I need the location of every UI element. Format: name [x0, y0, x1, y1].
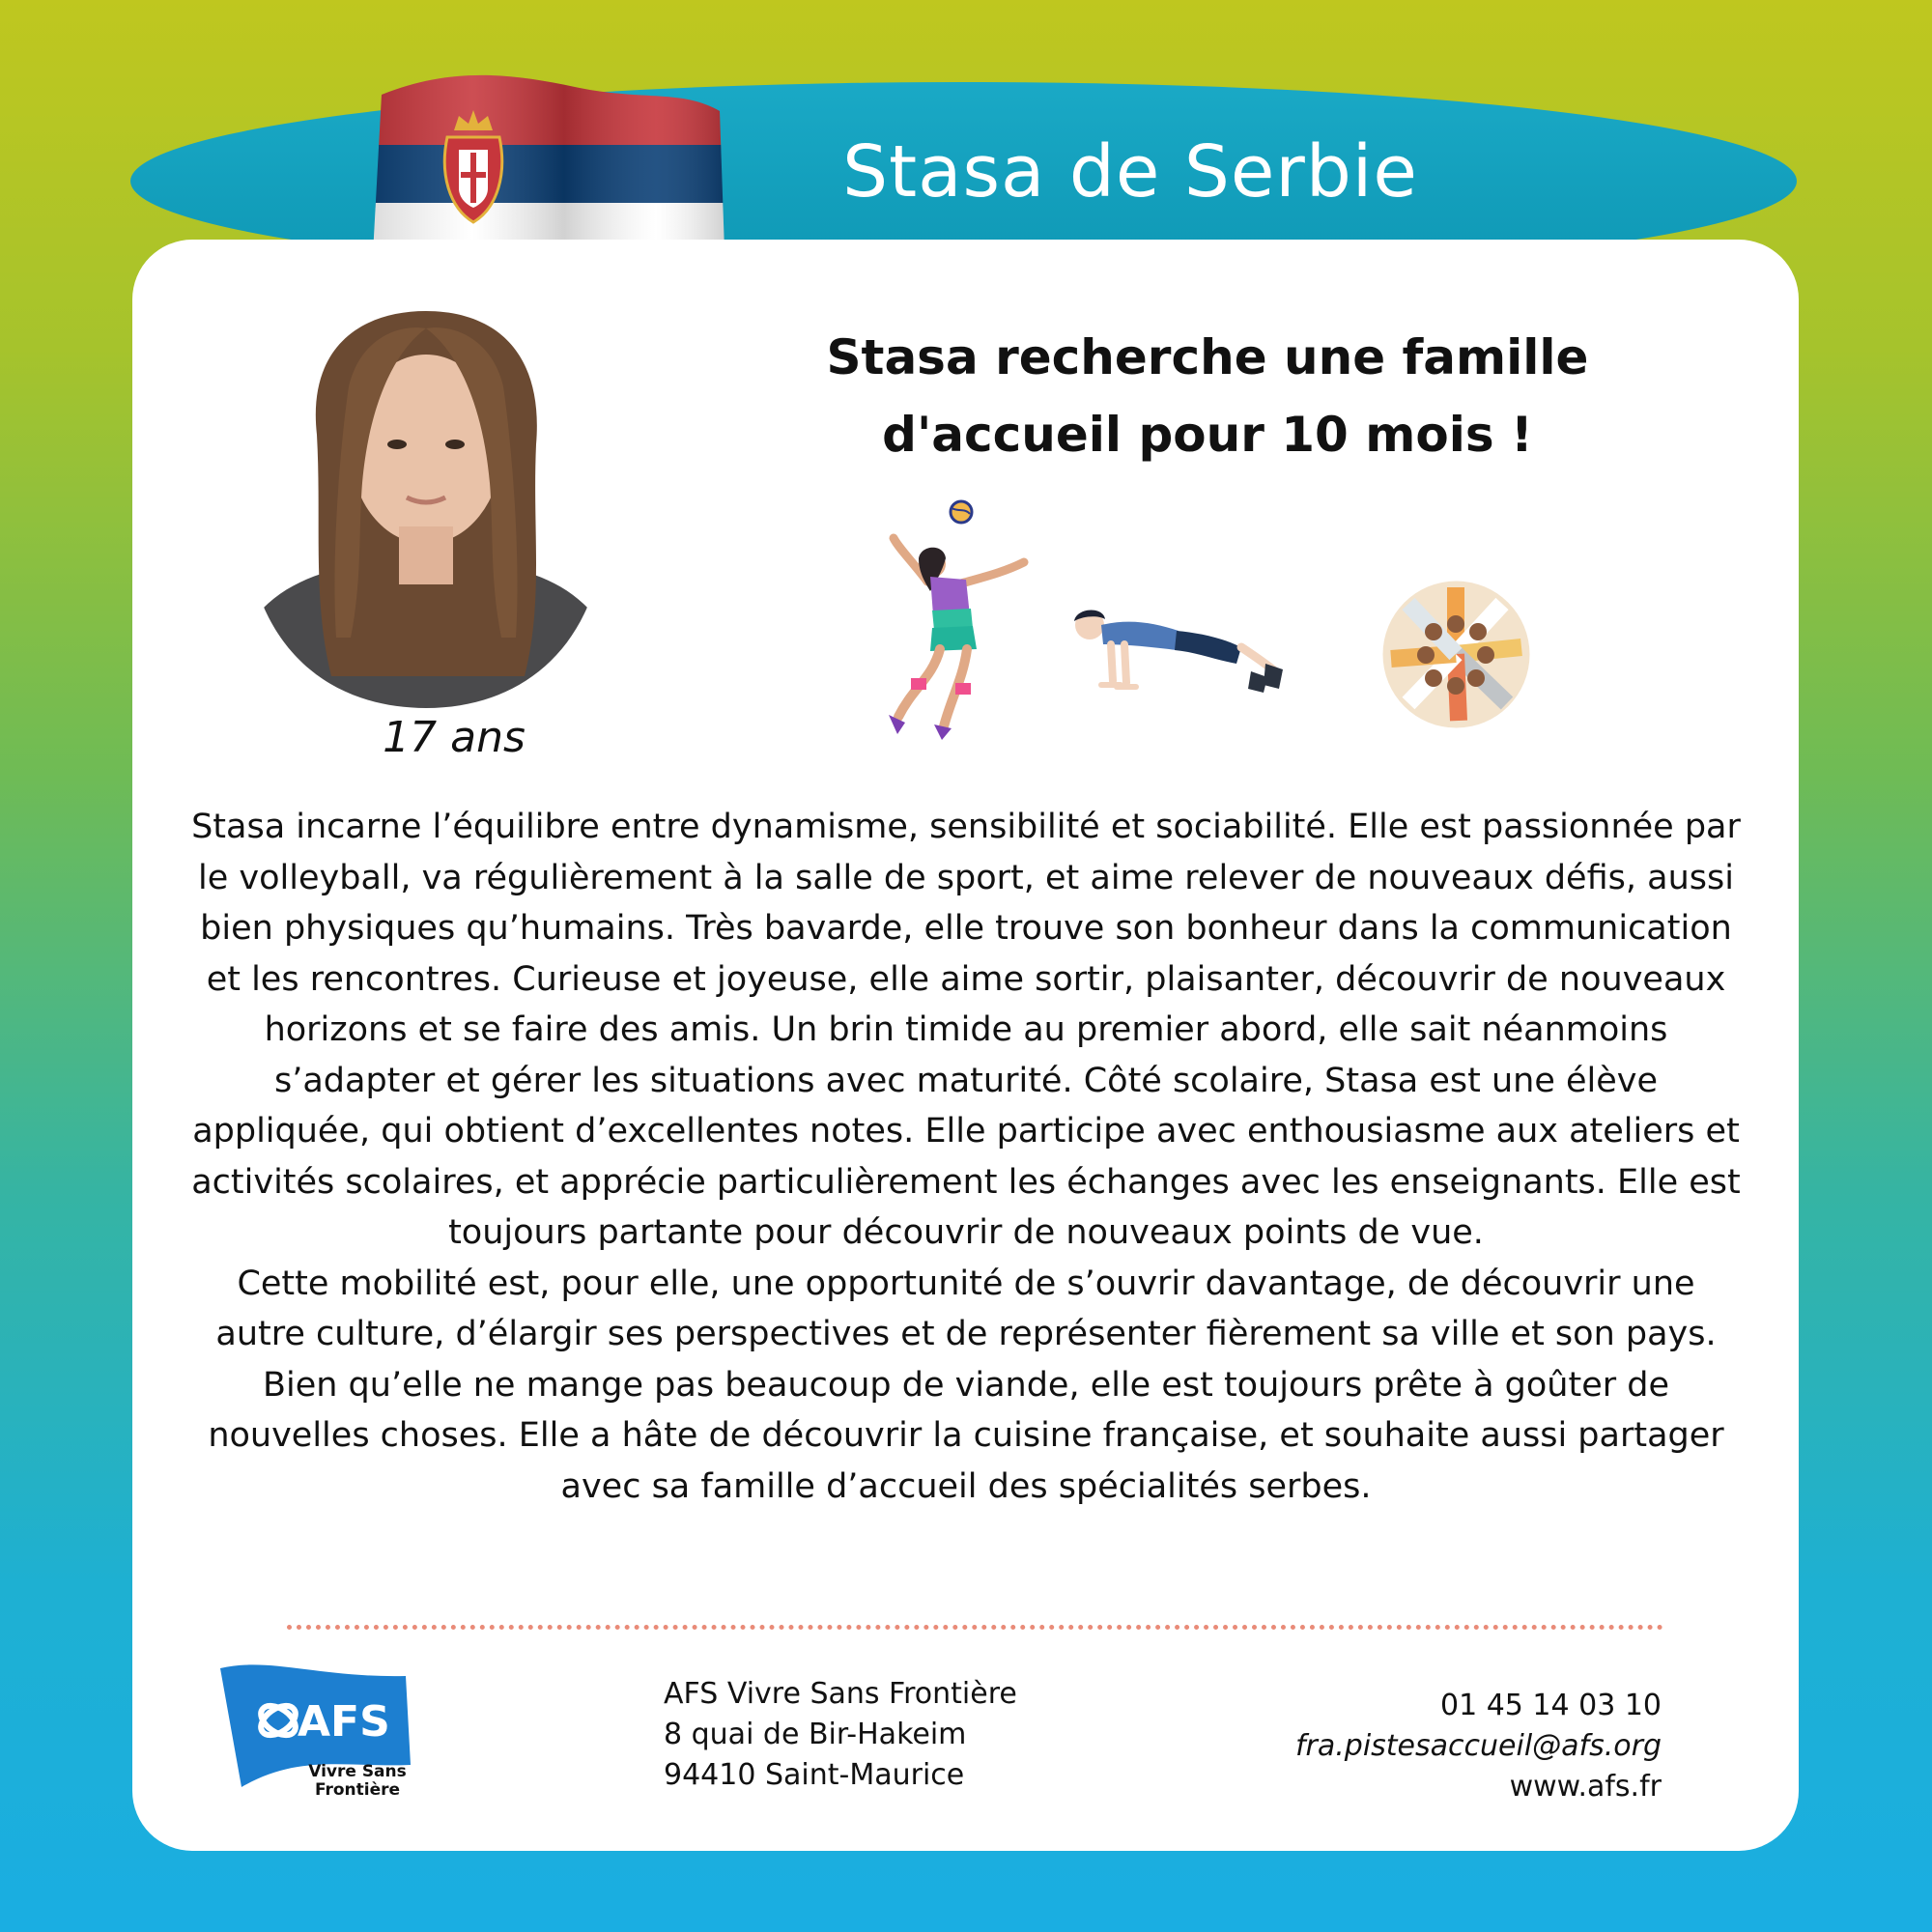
description: [188, 802, 1744, 1512]
address-line-3: 94410 Saint-Maurice: [664, 1758, 965, 1792]
website-link[interactable]: www.afs.fr: [1509, 1770, 1662, 1804]
description-paragraph-2: Cette mobilité est, pour elle, une opportunité de s’ouvrir davantage, de découvrir une autre culture, d’élargir ses perspectives et de représenter fièrement sa ville et son pays.: [215, 1264, 1717, 1353]
afs-logo-text: AFS: [298, 1697, 390, 1747]
divider: [287, 1625, 1663, 1630]
contact-block: [1295, 1686, 1662, 1807]
email-link[interactable]: fra.pistesaccueil@afs.org: [1294, 1729, 1662, 1763]
phone-number: 01 45 14 03 10: [1439, 1689, 1662, 1722]
page-title: Stasa de Serbie: [842, 130, 1418, 213]
volleyball-player-icon: [874, 495, 1038, 741]
headline: [734, 319, 1681, 473]
friends-circle-icon: [1381, 580, 1531, 729]
description-paragraph-3: Bien qu’elle ne mange pas beaucoup de viande, elle est toujours prête à goûter de nouvelles choses. Elle a hâte de découvrir la cuisine française, et souhaite aussi partager avec sa famille d’accueil des spécialités serbes.: [208, 1365, 1724, 1506]
headline-line-1: Stasa recherche une famille: [826, 329, 1589, 385]
pushup-icon: [1063, 604, 1290, 700]
address-line-2: 8 quai de Bir-Hakeim: [664, 1718, 967, 1751]
address-line-1: AFS Vivre Sans Frontière: [664, 1677, 1017, 1711]
student-photo: [254, 290, 597, 708]
address-block: [664, 1674, 1017, 1796]
student-age: 17 ans: [383, 713, 526, 762]
description-paragraph-1: Stasa incarne l’équilibre entre dynamisme, sensibilité et sociabilité. Elle est passionnée par le volleyball, va régulièrement à la salle de sport, et aime relever de nouveaux défis, aussi bien physiques qu’humains. Très bavarde, elle trouve son bonheur dans la communication et les rencontres. Curieuse et joyeuse, elle aime sortir, plaisanter, découvrir de nouveaux horizons et se faire des amis. Un brin timide au premier abord, elle sait néanmoins s’adapter et gérer les situations avec maturité. Côté scolaire, Stasa est une élève appliquée, qui obtient d’excellentes notes. Elle participe avec enthousiasme aux ateliers et activités scolaires, et apprécie particulièrement les échanges avec les enseignants. Elle est toujours partante pour découvrir de nouveaux points de vue.: [191, 808, 1741, 1252]
headline-line-2: d'accueil pour 10 mois !: [882, 407, 1533, 463]
afs-logo-name: Vivre Sans Frontière: [308, 1762, 407, 1800]
